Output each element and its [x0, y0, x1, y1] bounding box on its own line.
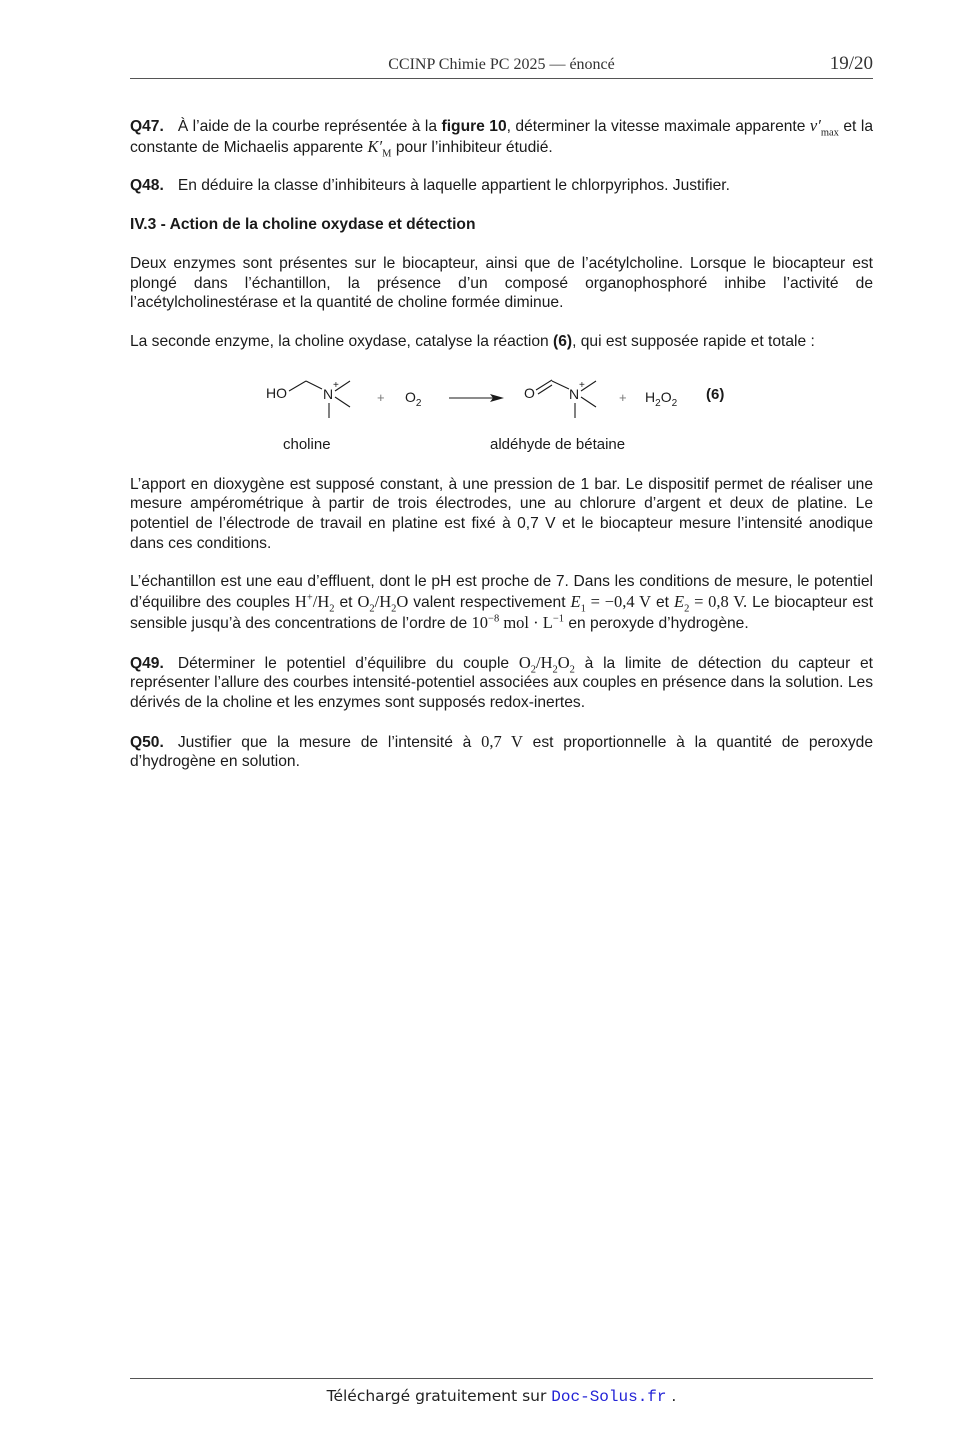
oxygen-label: O	[524, 384, 535, 401]
product-label: aldéhyde de bétaine	[490, 435, 626, 453]
paragraph-measurement: L’apport en dioxygène est supposé constant, à une pression de 1 bar. Le dispositif permet de réaliser une mesure ampérométrique à partir de trois électrodes, une au chlorure d’argent et deux de platine. Le potentiel de l’électrode de travail en platine est fixé à 0,7 V et le biocapteur mesure l’intensité anodique dans ces conditions.	[130, 475, 873, 552]
question-label: Q49.	[130, 654, 164, 672]
figure-reference: figure 10	[441, 118, 507, 135]
plus-sign-2: +	[619, 389, 627, 405]
page-header	[130, 52, 873, 79]
doc-solus-link[interactable]: Doc-Solus.fr	[551, 1388, 667, 1406]
nitrogen-label-2: N	[569, 385, 580, 402]
detection-limit: $10^{-8}$ mol · $L^{-1}$	[471, 612, 565, 632]
nitrogen-label: N	[323, 385, 334, 402]
main-content	[130, 116, 873, 791]
km-symbol: $K'_M$	[367, 136, 392, 159]
plus-sign: +	[377, 389, 385, 405]
hydrogen-peroxide-label: $H_2O_2$	[645, 388, 678, 409]
positive-charge: +	[333, 379, 339, 391]
question-48: Q48. En déduire la classe d’inhibiteurs à laquelle appartient le chlorpyriphos. Justifier.	[130, 177, 730, 195]
page-footer: Téléchargé gratuitement sur Doc-Solus.fr .	[130, 1378, 873, 1406]
question-label: Q47.	[130, 118, 164, 135]
question-label: Q48.	[130, 177, 164, 195]
potential-value: 0,7 V	[481, 731, 523, 751]
vmax-symbol: $v'_{max}$	[809, 116, 839, 139]
couple-o2-h2o: $O_2/H_2O$	[357, 592, 409, 615]
positive-charge-2: +	[579, 379, 585, 391]
reaction-6-diagram	[130, 367, 873, 467]
header-title: CCINP Chimie PC 2025 — énoncé	[388, 56, 615, 73]
choline-bonds	[289, 381, 350, 418]
reaction-reference: (6)	[553, 332, 573, 350]
section-heading: IV.3 - Action de la choline oxydase et détection	[130, 216, 476, 234]
question-50: Q50. Justifier que la mesure de l’intensité à 0,7 V est proportionnelle à la quantité de peroxyde d’hydrogène en solution.	[130, 731, 874, 771]
couple-h-plus-h2: $H^+/H_2$	[294, 592, 335, 615]
dioxygen-label: $O_2$	[405, 388, 422, 409]
ho-label: HO	[266, 384, 287, 401]
potential-e1: $E_1 = -0,4$ V	[570, 592, 652, 615]
question-47: Q47. À l’aide de la courbe représentée à la figure 10, déterminer la vitesse maximale apparente $v'_{max}$ et la constante de Michaelis apparente $K'_M$ pour l’inhibiteur étudié.	[130, 116, 873, 159]
paragraph-reaction-intro: La seconde enzyme, la choline oxydase, catalyse la réaction (6), qui est supposée rapide et totale :	[130, 332, 815, 350]
paragraph-conditions: L’échantillon est une eau d’effluent, dont le pH est proche de 7. Dans les conditions de mesure, le potentiel d’équilibre des couples $H^+/H_2$ et $O_2/H_2O$ valent respectivement $E_1 = -0,4$ V et $E_2 = 0,8$ V. Le biocapteur est sensible jusqu’à des concentrations de l’ordre de $10^{-8}$ mol · $L^{-1}$ en peroxyde d’hydrogène.	[130, 573, 874, 632]
question-49: Q49. Déterminer le potentiel d’équilibre du couple $O_2/H_2O_2$ à la limite de détection du capteur et représenter l’allure des courbes intensité-potentiel associées aux couples en présence dans la solution. Les dérivés de la choline et les enzymes sont supposés redox-inertes.	[130, 652, 873, 711]
potential-e2: $E_2 = 0,8$ V.	[673, 592, 748, 615]
paragraph-biosensor: Deux enzymes sont présentes sur le biocapteur, ainsi que de l’acétylcholine. Lorsque le biocapteur est plongé dans l’échantillon, la présence d’un composé organophosphoré inhibe l’activité de l’acétylcholinestérase et la quantité de choline formée diminue.	[130, 254, 873, 312]
reaction-scheme	[130, 367, 873, 467]
question-label: Q50.	[130, 733, 164, 751]
aldehyde-bonds	[536, 380, 596, 418]
reaction-number: (6)	[706, 385, 725, 403]
couple-o2-h2o2: $O_2/H_2O_2$	[518, 652, 575, 675]
reactant-label: choline	[283, 435, 331, 453]
page-number: 19/20	[829, 53, 873, 74]
